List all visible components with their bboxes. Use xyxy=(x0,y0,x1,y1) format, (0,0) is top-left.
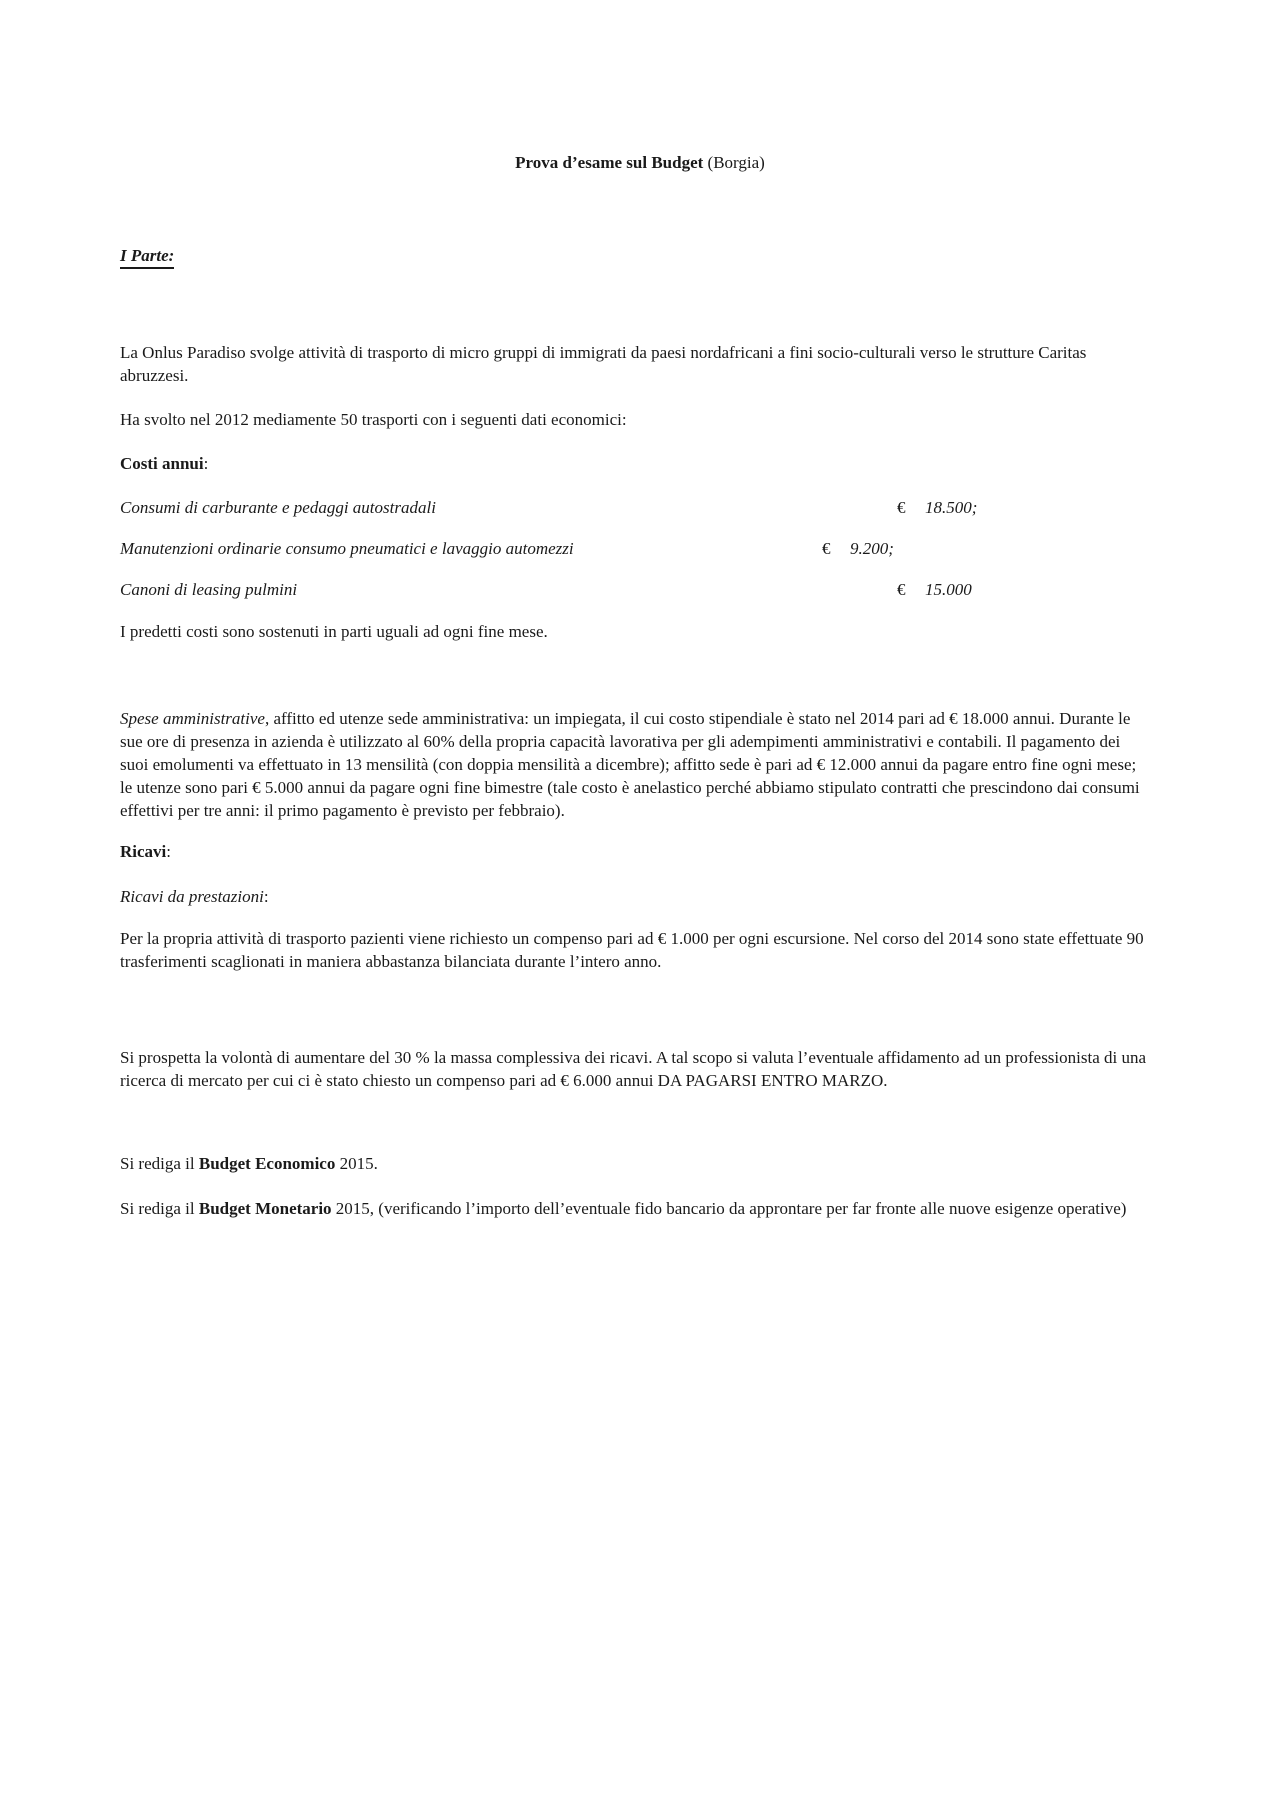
revenues-line-1: Per la propria attività di trasporto pazienti viene richiesto un compenso pari ad € 1.000 per ogni escursione. Nel corso del 2014 sono state effettuate 90 xyxy=(120,929,1144,948)
admin-line-5: effettivi per tre anni: il primo pagamento è previsto per febbraio). xyxy=(120,801,565,820)
cost-row xyxy=(120,578,297,601)
currency-symbol: € xyxy=(897,580,906,599)
cost-amount xyxy=(897,578,972,601)
revenues-heading-suffix: : xyxy=(166,842,172,861)
cost-value: 9.200; xyxy=(850,539,894,558)
performed-text: Ha svolto nel 2012 mediamente 50 trasporti con i seguenti dati economici: xyxy=(120,410,627,429)
section-heading: I Parte: xyxy=(120,246,174,269)
cost-label: Canoni di leasing pulmini xyxy=(120,580,298,599)
costs-note: I predetti costi sono sostenuti in parti uguali ad ogni fine mese. xyxy=(120,622,548,641)
task-pre: Si rediga il xyxy=(120,1154,199,1173)
revenues-line-2: trasferimenti scaglionati in maniera abbastanza bilanciata durante l’intero anno. xyxy=(120,952,662,971)
cost-label: Consumi di carburante e pedaggi autostradali xyxy=(120,498,436,517)
admin-line-4: le utenze sono pari € 5.000 annui da pagare ogni fine bimestre (tale costo è anelastico perché abbiamo stipulato contratti che prescindono dai consumi xyxy=(120,778,1140,797)
admin-line-1 xyxy=(120,707,1168,730)
task-post: 2015, (verificando l’importo dell’eventuale fido bancario da approntare per far fronte alle nuove esigenze operative) xyxy=(331,1199,1127,1218)
revenues-heading-label: Ricavi xyxy=(120,842,167,861)
revenues-heading xyxy=(120,840,1168,863)
revenues-subheading xyxy=(120,885,1168,908)
admin-line-1-text: , affitto ed utenze sede amministrativa: un impiegata, il cui costo stipendiale è stato nel 2014 pari ad € 18.000 annui. Durante le xyxy=(264,709,1131,728)
title-rest: (Borgia) xyxy=(703,153,765,172)
costs-heading-label: Costi annui xyxy=(120,454,204,473)
revenues-subheading-label: Ricavi da prestazioni xyxy=(120,887,264,906)
cost-row xyxy=(120,537,574,560)
intro-line-2: abruzzesi. xyxy=(120,366,189,385)
revenues-subheading-suffix: : xyxy=(263,887,269,906)
growth-line-2: ricerca di mercato per cui ci è stato chiesto un compenso pari ad € 6.000 annui DA PAGARSI ENTRO MARZO. xyxy=(120,1071,888,1090)
intro-line-1: La Onlus Paradiso svolge attività di trasporto di micro gruppi di immigrati da paesi nordafricani a fini socio-culturali verso le strutture Caritas xyxy=(120,343,1087,362)
currency-symbol: € xyxy=(822,539,831,558)
costs-heading xyxy=(120,452,1168,475)
task-budget-monetario xyxy=(120,1197,1168,1220)
admin-italic-lead: Spese amministrative xyxy=(120,709,265,728)
cost-value: 18.500; xyxy=(925,498,978,517)
task-post: 2015. xyxy=(335,1154,378,1173)
cost-label: Manutenzioni ordinarie consumo pneumatici e lavaggio automezzi xyxy=(120,539,574,558)
costs-heading-suffix: : xyxy=(203,454,209,473)
cost-amount xyxy=(822,537,894,560)
cost-row xyxy=(120,496,436,519)
admin-line-2: sue ore di presenza in azienda è utilizzato al 60% della propria capacità lavorativa per gli adempimenti amministrativi e contabili. Il pagamento dei xyxy=(120,732,1121,751)
currency-symbol: € xyxy=(897,498,906,517)
task-bold: Budget Monetario xyxy=(198,1199,332,1218)
task-budget-economico xyxy=(120,1152,1168,1175)
task-pre: Si rediga il xyxy=(120,1199,199,1218)
admin-line-3: suoi emolumenti va effettuato in 13 mensilità (con doppia mensilità a dicembre); affitto sede è pari ad € 12.000 annui da pagare entro fine ogni mese; xyxy=(120,755,1137,774)
cost-value: 15.000 xyxy=(925,580,972,599)
title-bold: Prova d’esame sul Budget xyxy=(515,153,704,172)
task-bold: Budget Economico xyxy=(198,1154,336,1173)
cost-amount xyxy=(897,496,977,519)
document-title xyxy=(0,151,1280,174)
growth-line-1: Si prospetta la volontà di aumentare del 30 % la massa complessiva dei ricavi. A tal scopo si valuta l’eventuale affidamento ad un professionista di una xyxy=(120,1048,1147,1067)
